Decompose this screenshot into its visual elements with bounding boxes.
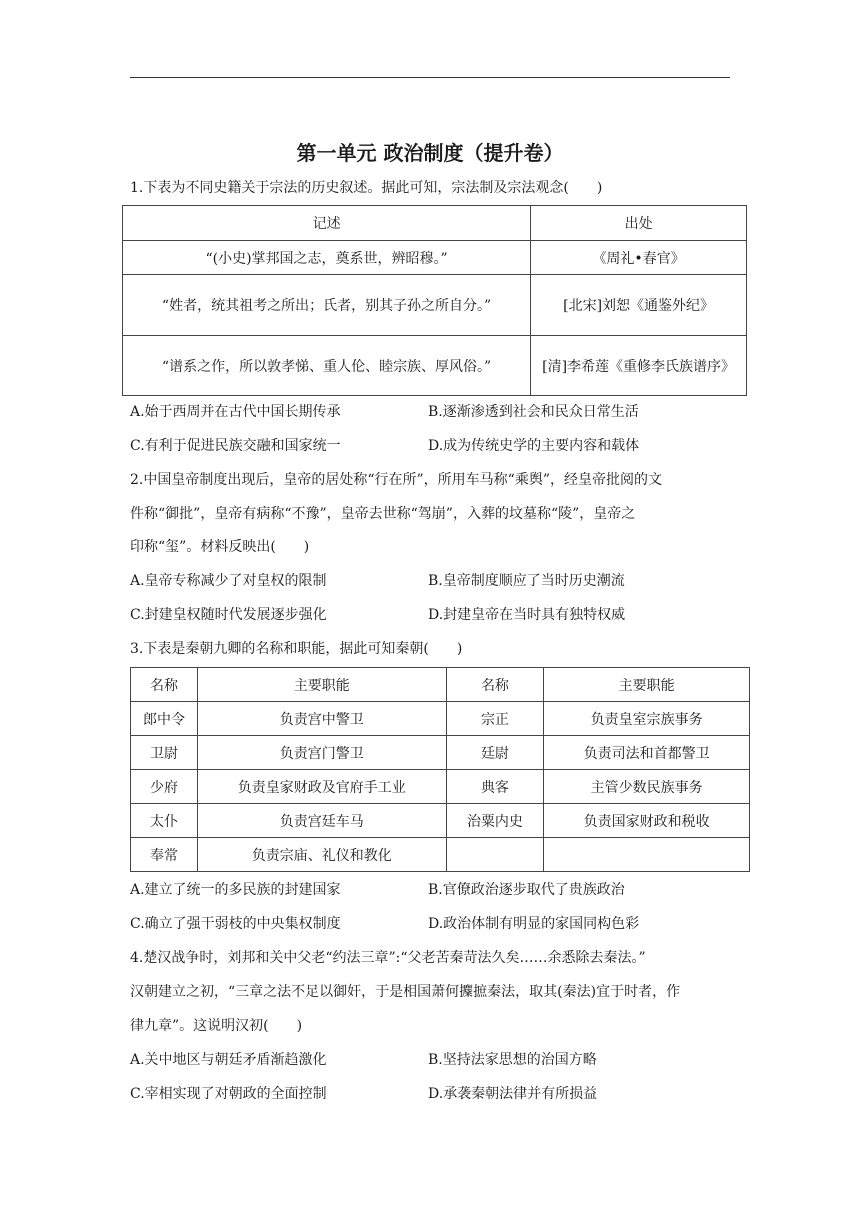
table-row — [131, 702, 750, 736]
table-cell: 负责宫门警卫 — [197, 736, 446, 770]
q3-option-a: A.建立了统一的多民族的封建国家 — [130, 882, 341, 898]
q1-option-a: A.始于西周并在古代中国长期传承 — [130, 404, 341, 420]
table-cell: [北宋]刘恕《通鉴外纪》 — [531, 275, 747, 336]
table-cell: 廷尉 — [446, 736, 544, 770]
header-rule — [130, 77, 730, 78]
table-header-row — [123, 206, 747, 241]
table-row — [131, 838, 750, 872]
table-cell: “姓者，统其祖考之所出；氏者，别其子孙之所自分。” — [123, 275, 531, 336]
table-cell: 负责司法和首都警卫 — [544, 736, 750, 770]
table-cell: “(小史)掌邦国之志，奠系世，辨昭穆。” — [123, 241, 531, 275]
table-cell: 少府 — [131, 770, 198, 804]
q4-stem-line: 律九章”。这说明汉初( ) — [130, 1018, 303, 1034]
table-cell: 负责皇家财政及官府手工业 — [197, 770, 446, 804]
table-cell: 负责宫中警卫 — [197, 702, 446, 736]
q4-stem-line: 4.楚汉战争时，刘邦和关中父老“约法三章”:“父老苦秦苛法久矣……余悉除去秦法。” — [130, 950, 646, 966]
q4-option-b: B.坚持法家思想的治国方略 — [428, 1052, 597, 1068]
q2-stem-line: 2.中国皇帝制度出现后，皇帝的居处称“行在所”，所用车马称“乘舆”，经皇帝批阅的文 — [130, 472, 662, 488]
q3-option-c: C.确立了强干弱枝的中央集权制度 — [130, 916, 341, 932]
q2-option-a: A.皇帝专称减少了对皇权的限制 — [130, 573, 327, 589]
table-cell: 《周礼•春官》 — [531, 241, 747, 275]
q1-option-b: B.逐渐渗透到社会和民众日常生活 — [428, 404, 639, 420]
q2-option-c: C.封建皇权随时代发展逐步强化 — [130, 607, 327, 623]
table-row — [123, 275, 747, 336]
table-cell: 郎中令 — [131, 702, 198, 736]
q1-stem: 1.下表为不同史籍关于宗法的历史叙述。据此可知，宗法制及宗法观念( ) — [130, 180, 603, 196]
q3-table — [130, 667, 750, 872]
q2-stem-line: 件称“御批”，皇帝有病称“不豫”，皇帝去世称“驾崩”，入葬的坟墓称“陵”，皇帝之 — [130, 506, 636, 522]
header-cell: 出处 — [531, 206, 747, 241]
table-cell: 负责国家财政和税收 — [544, 804, 750, 838]
q3-option-d: D.政治体制有明显的家国同构色彩 — [428, 916, 640, 932]
q4-stem-line: 汉朝建立之初，“三章之法不足以御奸，于是相国萧何攈摭秦法，取其(秦法)宜于时者，作 — [130, 984, 681, 1000]
q3-stem: 3.下表是秦朝九卿的名称和职能，据此可知秦朝( ) — [130, 641, 463, 657]
q4-option-d: D.承袭秦朝法律并有所损益 — [428, 1086, 598, 1102]
table-cell: 卫尉 — [131, 736, 198, 770]
q4-option-a: A.关中地区与朝廷矛盾渐趋激化 — [130, 1052, 327, 1068]
table-header-row — [131, 668, 750, 702]
table-cell: “谱系之作，所以敦孝悌、重人伦、睦宗族、厚风俗。” — [123, 336, 531, 396]
q1-option-d: D.成为传统史学的主要内容和载体 — [428, 438, 640, 454]
table-row — [131, 736, 750, 770]
table-cell — [446, 838, 544, 872]
table-cell: 太仆 — [131, 804, 198, 838]
table-cell: 奉常 — [131, 838, 198, 872]
table-cell: [清]李希莲《重修李氏族谱序》 — [531, 336, 747, 396]
table-cell — [544, 838, 750, 872]
table-cell: 治粟内史 — [446, 804, 544, 838]
header-cell: 记述 — [123, 206, 531, 241]
header-cell: 主要职能 — [197, 668, 446, 702]
table-cell: 负责皇室宗族事务 — [544, 702, 750, 736]
q1-option-c: C.有利于促进民族交融和国家统一 — [130, 438, 341, 454]
q3-option-b: B.官僚政治逐步取代了贵族政治 — [428, 882, 625, 898]
q4-option-c: C.宰相实现了对朝政的全面控制 — [130, 1086, 327, 1102]
table-row — [123, 336, 747, 396]
table-cell: 负责宫廷车马 — [197, 804, 446, 838]
table-row — [131, 804, 750, 838]
table-cell: 负责宗庙、礼仪和教化 — [197, 838, 446, 872]
q1-table — [122, 205, 747, 396]
header-cell: 名称 — [446, 668, 544, 702]
table-row — [123, 241, 747, 275]
table-cell: 典客 — [446, 770, 544, 804]
q2-stem-line: 印称“玺”。材料反映出( ) — [130, 539, 310, 555]
table-cell: 宗正 — [446, 702, 544, 736]
table-row — [131, 770, 750, 804]
table-cell: 主管少数民族事务 — [544, 770, 750, 804]
page-title: 第一单元 政治制度（提升卷） — [296, 141, 564, 165]
header-cell: 主要职能 — [544, 668, 750, 702]
q2-option-b: B.皇帝制度顺应了当时历史潮流 — [428, 573, 625, 589]
q2-option-d: D.封建皇帝在当时具有独特权威 — [428, 607, 626, 623]
header-cell: 名称 — [131, 668, 198, 702]
